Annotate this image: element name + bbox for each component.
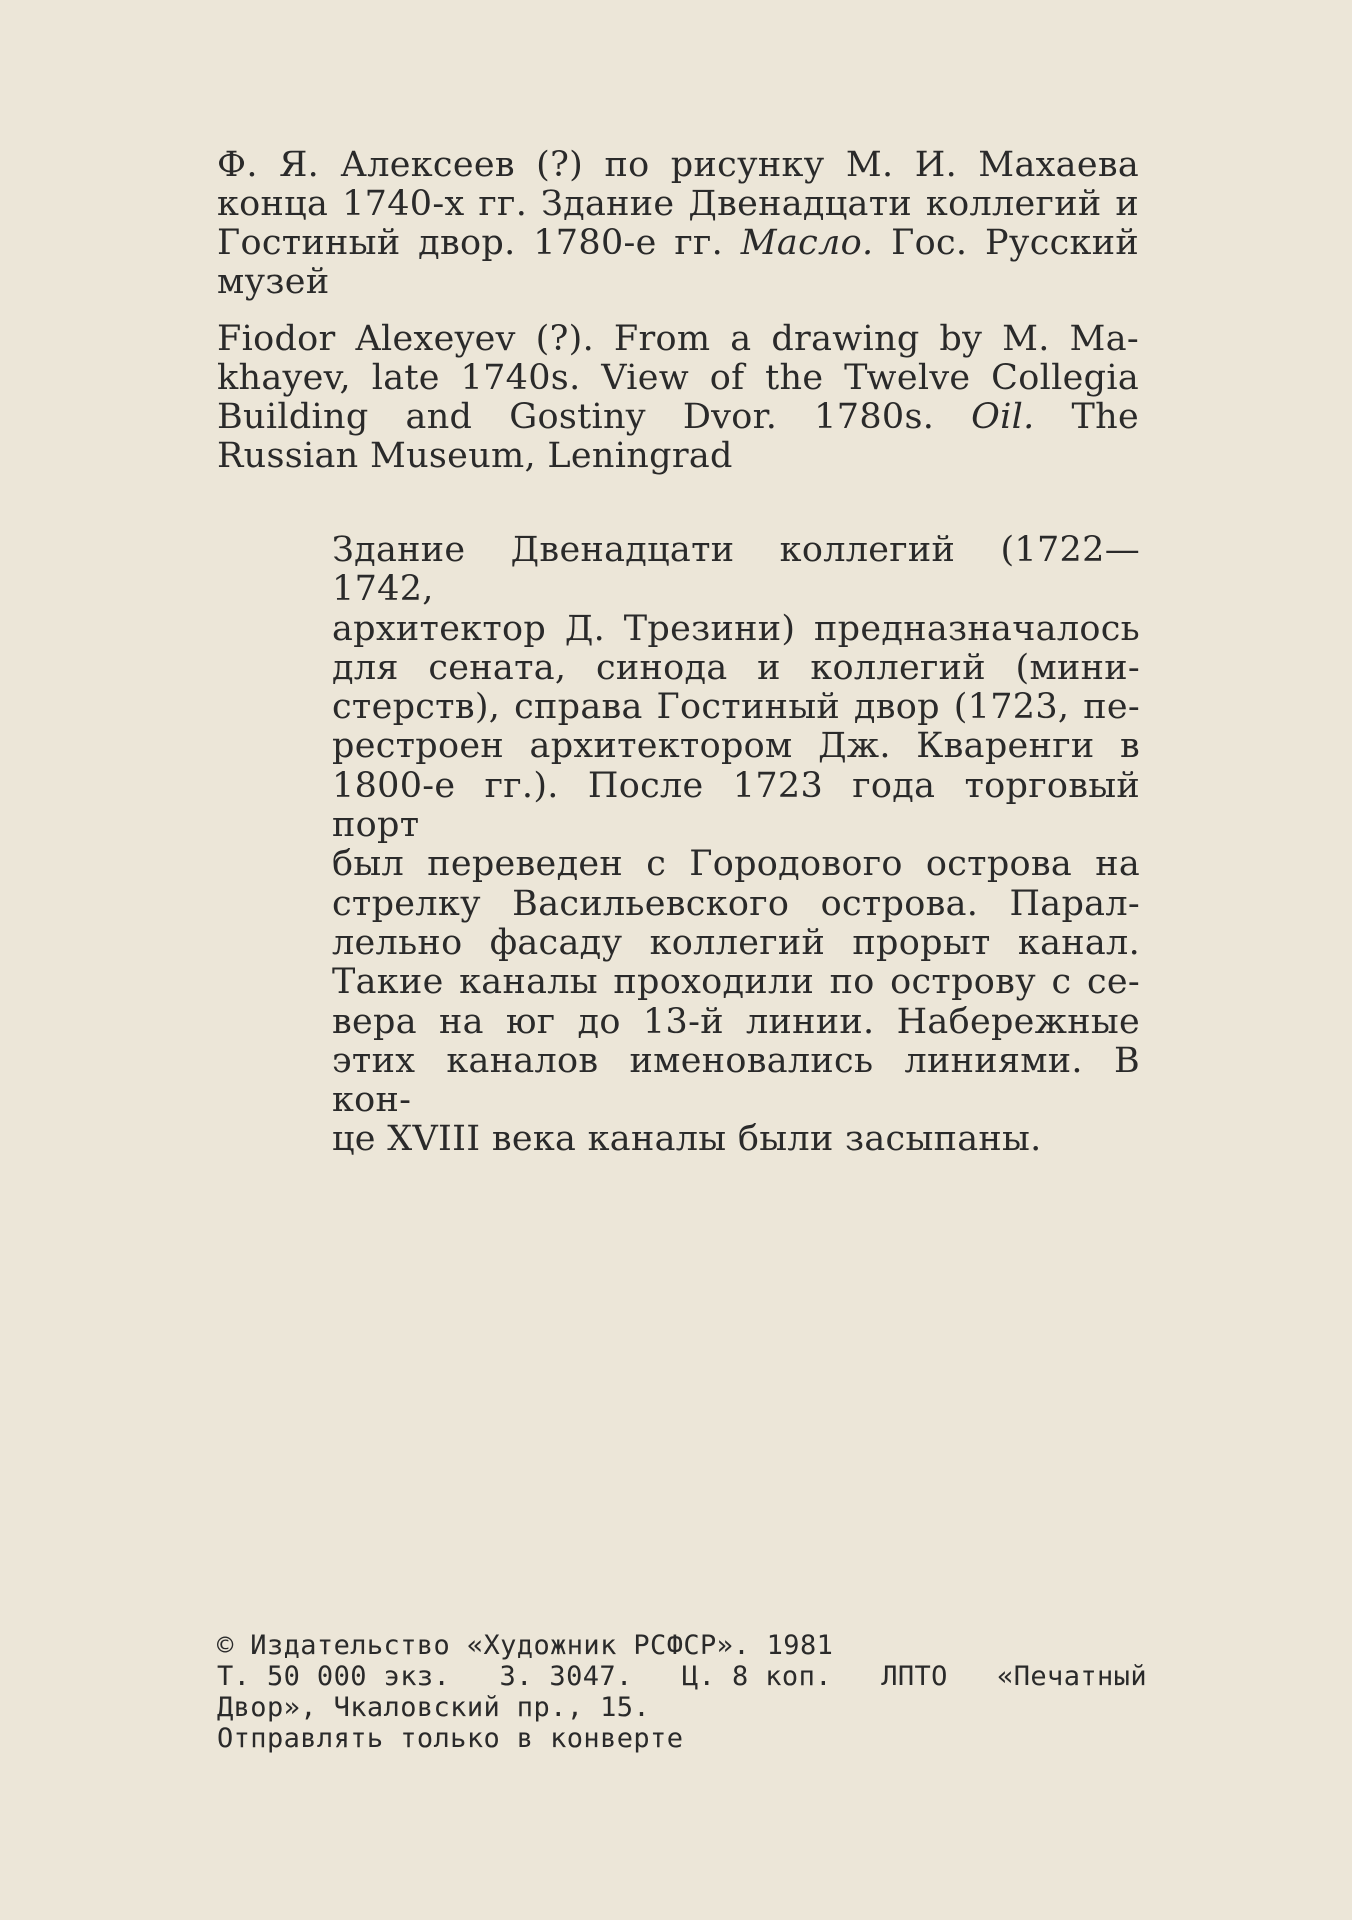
paragraph-line: це XVIII века каналы были засыпаны. xyxy=(332,1119,1042,1160)
caption-ru-line: музей xyxy=(217,262,330,302)
medium-en: Oil. xyxy=(971,397,1035,437)
caption-ru-line xyxy=(217,224,1139,263)
caption-en-segment: The xyxy=(1071,397,1139,437)
paragraph-line: был переведен с Городового острова на xyxy=(332,844,1140,885)
print-run-line xyxy=(217,1661,1147,1692)
caption-russian xyxy=(217,146,1139,302)
paragraph-line: 1800-е гг.). После 1723 года торговый порт xyxy=(332,765,1140,846)
caption-en-line: khayev, late 1740s. View of the Twelve Collegia xyxy=(217,358,1139,398)
medium-ru: Масло. xyxy=(740,223,874,263)
caption-ru-line: конца 1740-х гг. Здание Двенадцати коллегий и xyxy=(217,184,1139,224)
caption-en-segment: Building and Gostiny Dvor. 1780s. xyxy=(217,397,935,437)
printer-abbr: ЛПТО xyxy=(881,1661,948,1692)
print-run: Т. 50 000 экз. xyxy=(217,1661,451,1692)
description-paragraph xyxy=(332,531,1140,1160)
caption-en-line: Fiodor Alexeyev (?). From a drawing by M. Ma- xyxy=(217,319,1139,359)
printer-address-line: Двор», Чкаловский пр., 15. xyxy=(217,1692,651,1723)
caption-ru-segment: Гостиный двор. 1780-е гг. xyxy=(217,223,724,263)
paragraph-line: вера на юг до 13-й линии. Набережные xyxy=(332,1001,1140,1042)
paragraph-line: этих каналов именовались линиями. В кон- xyxy=(332,1040,1140,1121)
paragraph-line: рестроен архитектором Дж. Кваренги в xyxy=(332,726,1140,767)
mailing-note: Отправлять только в конверте xyxy=(217,1723,684,1754)
paragraph-line: лельно фасаду коллегий прорыт канал. xyxy=(332,922,1140,963)
caption-english xyxy=(217,320,1139,476)
caption-en-line xyxy=(217,398,1139,437)
price: Ц. 8 коп. xyxy=(682,1661,832,1692)
order-number: З. 3047. xyxy=(499,1661,633,1692)
publisher-imprint xyxy=(217,1630,1147,1754)
caption-ru-line: Ф. Я. Алексеев (?) по рисунку М. И. Махаева xyxy=(217,145,1139,185)
paragraph-line: архитектор Д. Трезини) предназначалось xyxy=(332,608,1140,649)
paragraph-line: Такие каналы проходили по острову с се- xyxy=(332,962,1140,1003)
paragraph-line: стерств), справа Гостиный двор (1723, пе- xyxy=(332,687,1140,728)
copyright-line: © Издательство «Художник РСФСР». 1981 xyxy=(217,1630,834,1661)
paragraph-line: стрелку Васильевского острова. Парал- xyxy=(332,883,1140,924)
caption-en-line: Russian Museum, Leningrad xyxy=(217,436,733,476)
paragraph-line: для сената, синода и коллегий (мини- xyxy=(332,647,1140,688)
paragraph-line: Здание Двенадцати коллегий (1722—1742, xyxy=(332,530,1140,610)
caption-ru-segment: Гос. Русский xyxy=(891,223,1139,263)
printer-name-start: «Печатный xyxy=(997,1661,1147,1692)
